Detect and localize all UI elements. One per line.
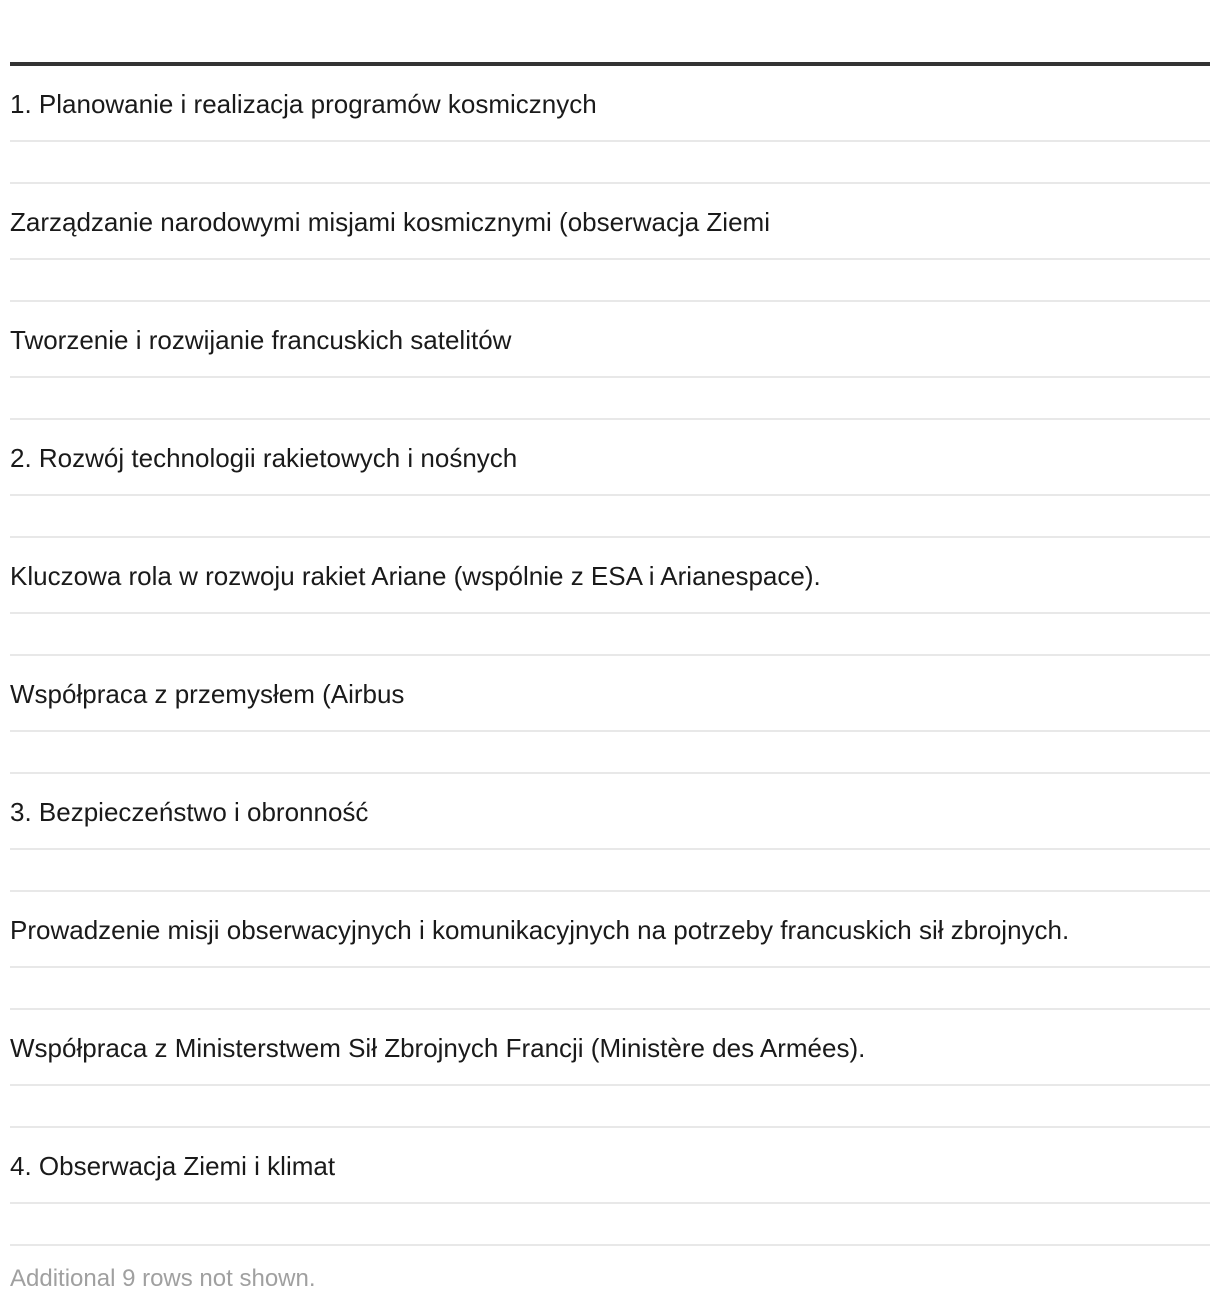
- rows-not-shown-note: Additional 9 rows not shown.: [10, 1265, 316, 1292]
- table-row: 2. Rozwój technologii rakietowych i nośnych: [10, 420, 1210, 496]
- table-row: Prowadzenie misji obserwacyjnych i komunikacyjnych na potrzeby francuskich sił zbrojnych.: [10, 892, 1210, 968]
- table-row-empty: [10, 968, 1210, 1010]
- table-row: 4. Obserwacja Ziemi i klimat: [10, 1128, 1210, 1204]
- table-row: 3. Bezpieczeństwo i obronność: [10, 774, 1210, 850]
- table-row: Tworzenie i rozwijanie francuskich satelitów: [10, 302, 1210, 378]
- data-table: [10, 62, 1210, 1246]
- table-row-empty: [10, 496, 1210, 538]
- table-row-empty: [10, 850, 1210, 892]
- table-row-empty: [10, 732, 1210, 774]
- table-row: Współpraca z przemysłem (Airbus: [10, 656, 1210, 732]
- table-row-empty: [10, 614, 1210, 656]
- table-row-empty: [10, 1204, 1210, 1246]
- table-row: Zarządzanie narodowymi misjami kosmicznymi (obserwacja Ziemi: [10, 184, 1210, 260]
- table-row-empty: [10, 260, 1210, 302]
- table-row-empty: [10, 142, 1210, 184]
- table-row: Współpraca z Ministerstwem Sił Zbrojnych Francji (Ministère des Armées).: [10, 1010, 1210, 1086]
- table-row: 1. Planowanie i realizacja programów kosmicznych: [10, 66, 1210, 142]
- table-row-empty: [10, 1086, 1210, 1128]
- table-row-empty: [10, 378, 1210, 420]
- table-row: Kluczowa rola w rozwoju rakiet Ariane (wspólnie z ESA i Arianespace).: [10, 538, 1210, 614]
